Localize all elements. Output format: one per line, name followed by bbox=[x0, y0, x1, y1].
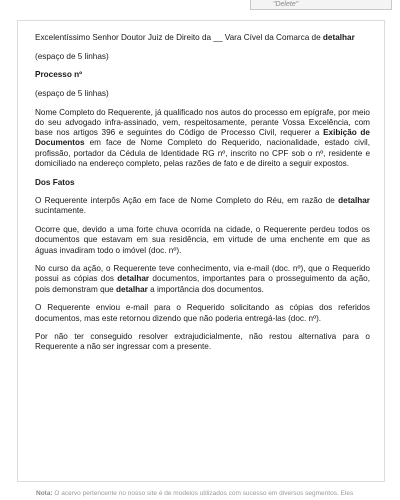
p1-detail: detalhar bbox=[338, 196, 370, 206]
spacing-note-2: (espaço de 5 linhas) bbox=[35, 89, 109, 99]
document-content bbox=[35, 33, 370, 361]
footer-label: Nota: bbox=[36, 490, 53, 497]
facts-heading: Dos Fatos bbox=[35, 177, 75, 187]
p1-text-c: sucintamente. bbox=[35, 206, 86, 216]
facts-paragraph-5: Por não ter conseguido resolver extrajudicialmente, não restou alternativa para o Requerente a não ser ingressar com a presente. bbox=[35, 332, 370, 352]
p1-text-a: O Requerente interpôs Ação em face de Nome Completo do Réu, em razão de bbox=[35, 196, 339, 206]
intro-text-a: Nome Completo do Requerente, já qualificado nos autos do processo em epígrafe, por meio do seu advogado infra-assinado, vem, respeitosamente, perante Vossa Excelência, com base nos artigos 396 e seguintes do Código de Processo Civil, requerer a bbox=[35, 107, 370, 138]
addressee bbox=[35, 33, 370, 43]
delete-tab-label: "Delete" bbox=[273, 1, 299, 8]
p3-detail-1: detalhar bbox=[117, 274, 150, 284]
facts-paragraph-1 bbox=[35, 196, 370, 216]
intro-highlight: Exibição de Documentos bbox=[35, 128, 370, 148]
footer-text: O acervo pertencente no nosso site é de modelos utilizados com sucesso em diversos segmentos. Eles bbox=[52, 490, 354, 497]
delete-tab[interactable] bbox=[250, 0, 392, 10]
p3-text-c: documentos, importantes para o prosseguimento da ação, pois demonstram que bbox=[35, 274, 370, 294]
addressee-detail: detalhar bbox=[322, 33, 355, 42]
p3-detail-2: detalhar bbox=[116, 284, 148, 294]
p3-text-e: a importância dos documentos. bbox=[147, 284, 264, 294]
spacing-note-1: (espaço de 5 linhas) bbox=[35, 51, 109, 61]
process-number-heading: Processo nº bbox=[35, 70, 83, 80]
intro-paragraph bbox=[35, 108, 370, 169]
footer-note bbox=[36, 490, 353, 497]
facts-paragraph-3 bbox=[35, 264, 370, 295]
p3-text-a: No curso da ação, o Requerente teve conhecimento, via e-mail (doc. nº), que o Requerido possui as cópias dos bbox=[35, 264, 370, 284]
facts-paragraph-2: Ocorre que, devido a uma forte chuva ocorrida na cidade, o Requerente perdeu todos os documentos que estavam em sua residência, em virtude de uma enchente em que as águas invadiram todo o imóvel (doc. nº). bbox=[35, 225, 370, 255]
addressee-text: Excelentíssimo Senhor Doutor Juiz de Direito da __ Vara Cível da Comarca de bbox=[35, 33, 323, 42]
document-page bbox=[17, 20, 385, 482]
facts-paragraph-4: O Requerente enviou e-mail para o Requerido solicitando as cópias dos referidos documentos, mas este retornou dizendo que não poderia entregá-las (doc. nº). bbox=[35, 303, 370, 323]
intro-text-c: em face de Nome Completo do Requerido, nacionalidade, estado civil, profissão, portador da Cédula de Identidade RG nº, inscrito no CPF sob o nº, residente e domiciliado na endereço completo, pelas razões de fato e de direito a seguir expostos. bbox=[35, 138, 370, 168]
